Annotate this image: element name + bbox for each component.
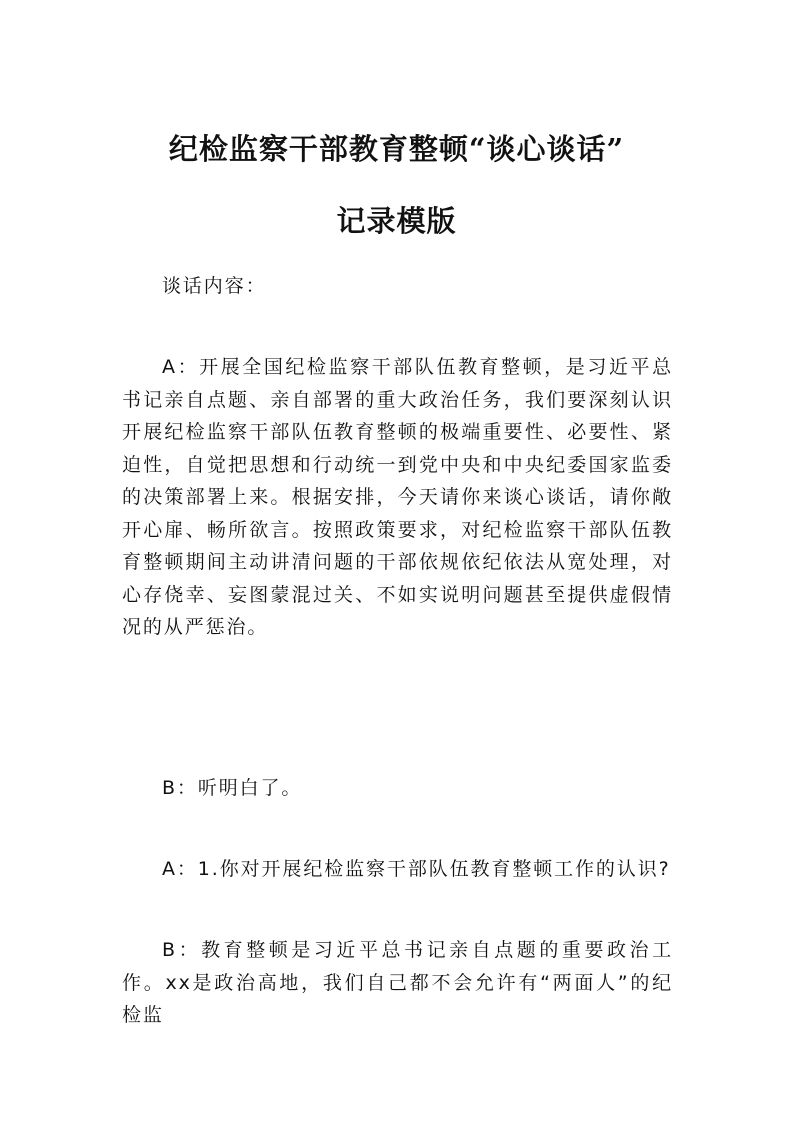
document-title-line-2: 记录模版	[336, 204, 457, 238]
content-label: 谈话内容：	[162, 275, 267, 297]
paragraph-b-answer-1: B：教育整顿是习近平总书记亲自点题的重要政治工作。xx是政治高地，我们自己都不会允许有“两面人”的纪检监	[122, 939, 673, 1026]
paragraph-a-question-1: A：1.你对开展纪检监察干部队伍教育整顿工作的认识?	[162, 858, 671, 880]
paragraph-b-reply: B：听明白了。	[162, 777, 303, 799]
paragraph-a-intro: A：开展全国纪检监察干部队伍教育整顿，是习近平总书记亲自点题、亲自部署的重大政治任务，我们要深刻认识开展纪检监察干部队伍教育整顿的极端重要性、必要性、紧迫性，自觉把思想和行动统一到党中央和中央纪委国家监委的决策部署上来。根据安排，今天请你来谈心谈话，请你敞开心扉、畅所欲言。按照政策要求，对纪检监察干部队伍教育整顿期间主动讲清问题的干部依规依纪依法从宽处理，对心存侥幸、妄图蒙混过关、不如实说明问题甚至提供虚假情况的从严惩治。	[122, 356, 673, 638]
document-title-line-1: 纪检监察干部教育整顿“谈心谈话”	[168, 132, 625, 166]
